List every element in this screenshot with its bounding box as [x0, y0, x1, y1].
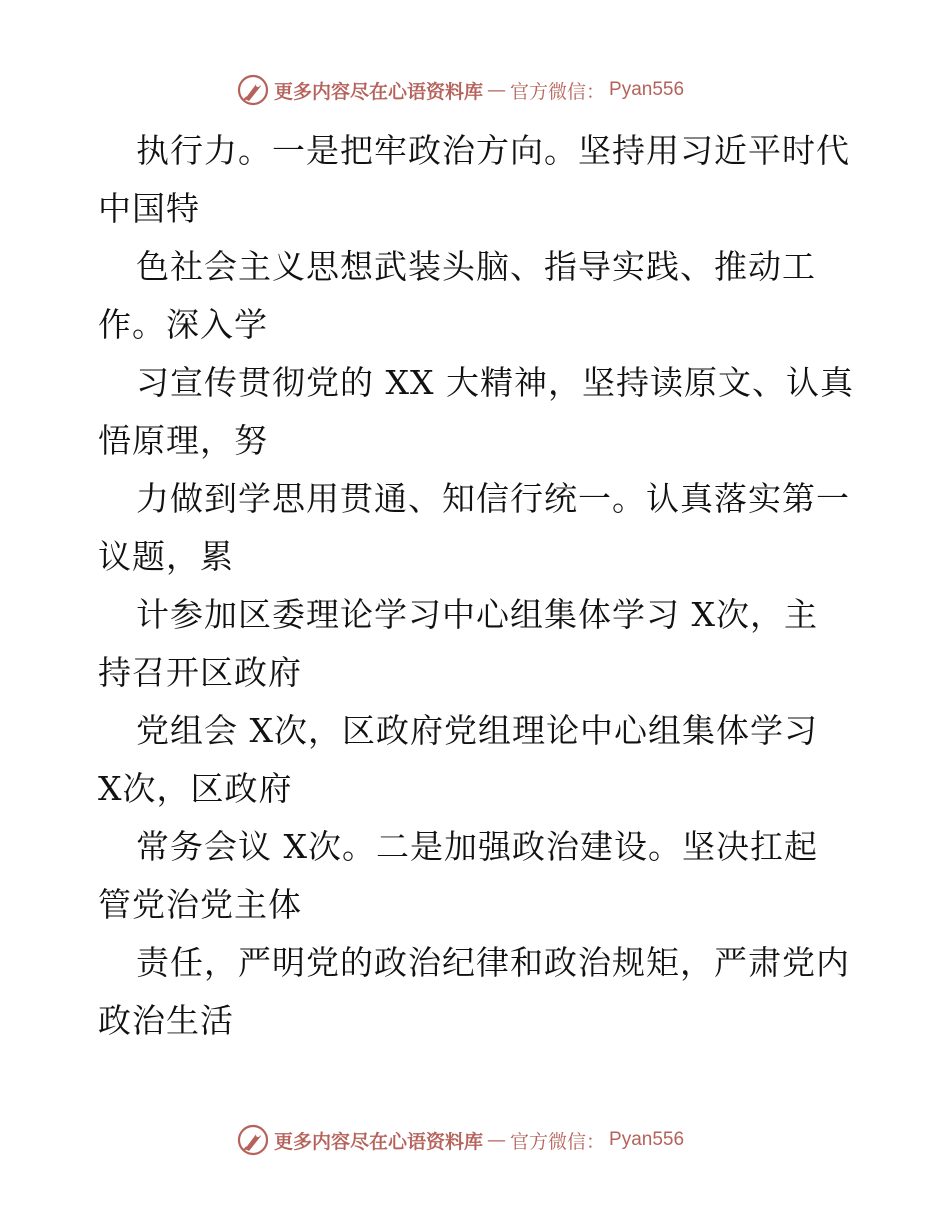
- paragraph-line: 作。深入学: [98, 305, 268, 344]
- paragraph-line: 议题，累: [98, 537, 234, 576]
- paragraph-line: 党组会 X次，区政府党组理论中心组集体学习: [136, 711, 818, 750]
- paragraph-line: 计参加区委理论学习中心组集体学习 X次，主: [136, 595, 818, 634]
- watermark-dash: —: [487, 79, 507, 101]
- watermark-wechat-label: 官方微信：: [510, 1130, 606, 1153]
- paragraph-line: 悟原理，努: [98, 421, 268, 460]
- paragraph: [98, 702, 858, 818]
- paragraph-line: 责任，严明党的政治纪律和政治规矩，严肃党内: [136, 943, 850, 982]
- paragraph-line: 色社会主义思想武装头脑、指导实践、推动工: [136, 247, 816, 286]
- watermark-dash: —: [487, 1129, 507, 1151]
- document-body: [98, 122, 858, 1050]
- paragraph-line: 习宣传贯彻党的 XX 大精神，坚持读原文、认真: [136, 363, 854, 402]
- header-watermark: [236, 72, 684, 108]
- paragraph-line: 执行力。一是把牢政治方向。坚持用习近平时代: [136, 131, 850, 170]
- watermark-text: 更多内容尽在心语资料库: [274, 1130, 484, 1153]
- paragraph: [98, 238, 858, 354]
- paragraph: [98, 818, 858, 934]
- watermark-wechat-id: Pyan556: [609, 1129, 685, 1150]
- paragraph-line: X次，区政府: [98, 769, 293, 808]
- watermark-wechat-id: Pyan556: [609, 79, 685, 100]
- paragraph-line: 政治生活: [98, 1001, 234, 1040]
- watermark-wechat-label: 官方微信：: [510, 80, 606, 103]
- footer-watermark: [236, 1122, 684, 1158]
- paragraph-line: 中国特: [98, 189, 200, 228]
- pen-nib-logo-icon: [236, 1123, 270, 1157]
- paragraph: [98, 586, 858, 702]
- paragraph: [98, 470, 858, 586]
- paragraph-line: 持召开区政府: [98, 653, 302, 692]
- paragraph: [98, 122, 858, 238]
- pen-nib-logo-icon: [236, 73, 270, 107]
- paragraph-line: 力做到学思用贯通、知信行统一。认真落实第一: [136, 479, 850, 518]
- paragraph-line: 常务会议 X次。二是加强政治建设。坚决扛起: [136, 827, 818, 866]
- paragraph: [98, 354, 858, 470]
- watermark-text: 更多内容尽在心语资料库: [274, 80, 484, 103]
- paragraph: [98, 934, 858, 1050]
- paragraph-line: 管党治党主体: [98, 885, 302, 924]
